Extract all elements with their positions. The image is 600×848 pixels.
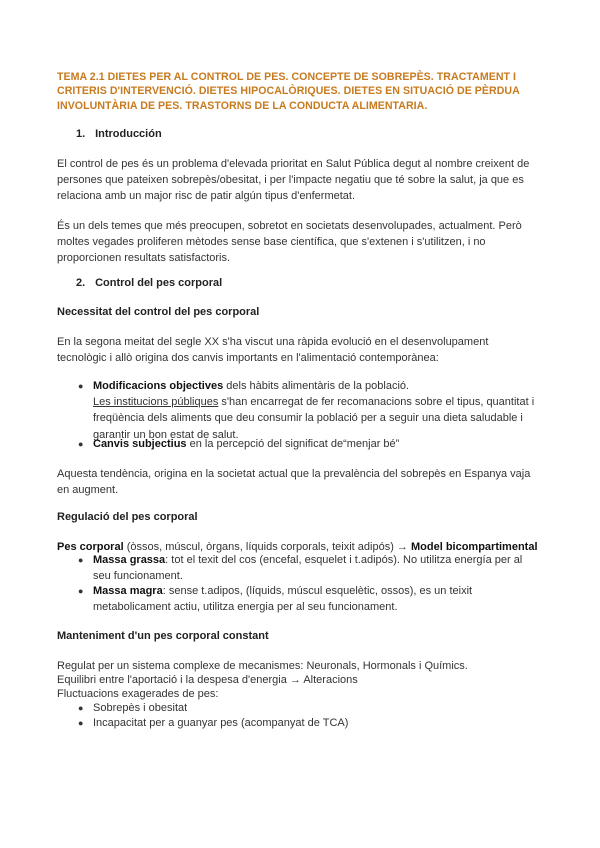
text-line: És un dels temes que més preocupen, sobretot en societats desenvolupades, actualment. Però — [57, 220, 522, 232]
bullet-icon: ● — [78, 555, 84, 565]
section-number: 1. — [76, 128, 86, 140]
text-line: en augment. — [57, 484, 119, 497]
bullet-icon: ● — [78, 703, 84, 713]
subheading: Regulació del pes corporal — [57, 511, 198, 523]
section-number: 2. — [76, 277, 86, 289]
bold-term: Canvis subjectius — [93, 438, 187, 450]
paragraph — [57, 334, 547, 366]
bold-term: Pes corporal — [57, 541, 124, 553]
subheading: Necessitat del control del pes corporal — [57, 306, 260, 318]
bullet-icon: ● — [78, 381, 84, 391]
title-line: CRITERIS D'INTERVENCIÓ. DIETES HIPOCALÒRIQUES. DIETES EN SITUACIÓ DE PÈRDUA — [57, 85, 520, 98]
bold-term: Massa magra — [93, 585, 163, 597]
text-line: proporcionen resultats satisfactoris. — [57, 252, 231, 265]
text-line: Incapacitat per a guanyar pes (acompanyat de TCA) — [93, 717, 349, 729]
text-span: s'han encarregat de fer recomanacions sobre el tipus, quantitat i — [218, 396, 535, 409]
bold-term: Model bicompartimental — [410, 541, 538, 553]
document-title — [57, 70, 547, 113]
text-span: : tot el texit del cos (encefal, esquelet i t.adipós). No utilitza energía per al — [165, 554, 523, 566]
text-line: moltes vegades proliferen mètodes sense base científica, que s'extenen i s'utilitzen, i no — [57, 236, 486, 249]
section-heading-introduccion — [76, 128, 162, 140]
text-line: persones que pateixen sobrepès/obesitat, i per l'impacte negatiu que té sobre la salut, ja que es — [57, 174, 524, 187]
section-title: Introducción — [95, 128, 162, 140]
text-span: : sense t.adipos, (líquids, múscul esquelètic, ossos), es un teixit — [162, 585, 473, 597]
text-line: Fluctuacions exagerades de pes: — [57, 688, 219, 700]
section-title: Control del pes corporal — [95, 277, 223, 289]
title-line: INVOLUNTÀRIA DE PES. TRASTORNS DE LA CONDUCTA ALIMENTARIA. — [57, 99, 428, 112]
bold-term: Modificacions objectives — [93, 380, 224, 392]
underlined-term: Les institucions públiques — [93, 396, 219, 409]
text-line: freqüència dels aliments que deu consumir la població per a seguir una dieta saludable i — [93, 412, 523, 425]
text-line: Regulat per un sistema complexe de mecanismes: Neuronals, Hormonals i Químics. — [57, 660, 468, 672]
text-span: en la percepció del significat de“menjar bé” — [186, 438, 400, 450]
text-span: dels hàbits alimentàris de la població. — [223, 380, 410, 392]
text-line: seu funcionament. — [93, 570, 183, 583]
bold-term: Massa grassa — [93, 554, 166, 566]
paragraph — [57, 156, 547, 205]
text-span: (òssos, múscul, òrgans, líquids corporals, teixit adipós) → — [123, 541, 411, 553]
bullet-icon: ● — [78, 439, 84, 449]
paragraph — [57, 218, 547, 267]
title-line: TEMA 2.1 DIETES PER AL CONTROL DE PES. CONCEPTE DE SOBREPÈS. TRACTAMENT I — [57, 71, 517, 83]
text-line: tecnològic i allò origina dos canvis importants en l'alimentació contemporànea: — [57, 352, 439, 365]
subheading: Manteniment d'un pes corporal constant — [57, 630, 269, 642]
text-line: metabolicament actiu, utilitza energia per al seu funcionament. — [93, 601, 398, 614]
text-line: Equilibri entre l'aportació i la despesa d'energia → Alteracions — [57, 674, 358, 686]
text-line: Sobrepès i obesitat — [93, 702, 188, 714]
text-line: garantir un bon estat de salut. — [93, 428, 239, 441]
text-line: relaciona amb un major risc de patir algún tipus d'enfermetat. — [57, 190, 356, 203]
text-line: El control de pes és un problema d'elevada prioritat en Salut Pública degut al nombre creixent de — [57, 158, 530, 170]
bullet-icon: ● — [78, 586, 84, 596]
bullet-icon: ● — [78, 718, 84, 728]
section-heading-control-pes — [76, 277, 222, 289]
text-line: Aquesta tendència, origina en la societat actual que la prevalència del sobrepès en Espanya vaja — [57, 468, 531, 480]
paragraph — [57, 466, 547, 498]
text-line: En la segona meitat del segle XX s'ha viscut una ràpida evolució en el desenvolupament — [57, 336, 489, 348]
